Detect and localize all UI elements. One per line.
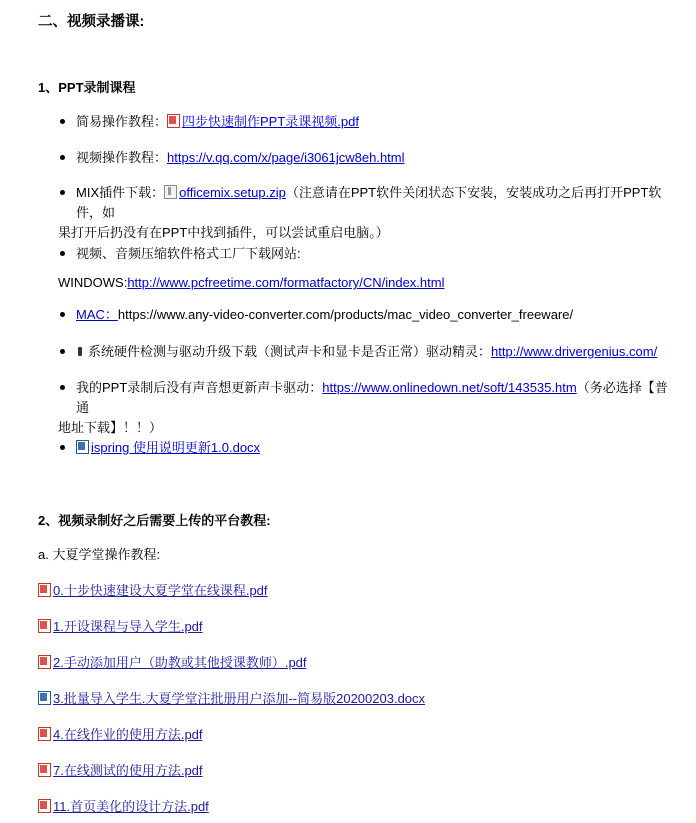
list-item-mac-converter <box>58 305 678 325</box>
pdf-file-icon <box>167 114 180 128</box>
pdf-file-icon <box>38 799 51 813</box>
section-1-list-5 <box>58 305 678 325</box>
file-row-7 <box>38 762 203 780</box>
link-file-3[interactable]: 3.批量导入学生.大夏学堂注批册用户添加--简易版20200203.docx <box>53 691 426 706</box>
mix-note-line1: （注意请在PPT软件关闭状态下安装，安装成功之后再打开PPT软件，如 <box>76 185 662 220</box>
file-row-1 <box>38 618 203 636</box>
link-driver-genius[interactable]: http://www.drivergenius.com/ <box>491 344 658 359</box>
link-file-1[interactable]: 1.开设课程与导入学生.pdf <box>53 619 203 634</box>
link-file-11[interactable]: 11.首页美化的设计方法.pdf <box>53 799 209 814</box>
list-item-ispring-doc <box>58 438 678 458</box>
file-row-4 <box>38 726 203 744</box>
section-1-title: 1、PPT录制课程 <box>38 80 136 95</box>
section-1-list-3 <box>58 183 678 243</box>
link-file-7[interactable]: 7.在线测试的使用方法.pdf <box>53 763 203 778</box>
zip-file-icon <box>164 185 177 199</box>
section-1-list-6 <box>58 342 678 362</box>
doc-file-icon <box>38 691 51 705</box>
link-mac-label[interactable]: MAC： <box>76 307 118 322</box>
list-item-video-tutorial <box>58 148 678 168</box>
doc-file-icon <box>76 440 89 454</box>
section-1-list-2 <box>58 148 678 168</box>
section-1-list <box>58 112 678 132</box>
pdf-file-icon <box>38 655 51 669</box>
pdf-file-icon <box>38 727 51 741</box>
link-officemix-zip[interactable]: officemix.setup.zip <box>179 185 286 200</box>
item-label: 我的PPT录制后没有声音想更新声卡驱动： <box>76 380 323 395</box>
item-label: 视频、音频压缩软件格式工厂下载网站: <box>76 246 301 261</box>
sound-driver-note1: （务必选择【普通 <box>76 380 668 415</box>
file-row-3 <box>38 690 425 708</box>
section-1-list-8 <box>58 438 678 458</box>
item-label: MIX插件下载： <box>76 185 165 200</box>
section-1-list-7 <box>58 378 678 438</box>
item-label: 简易操作教程： <box>76 114 168 129</box>
section-2-subtitle: a. 大夏学堂操作教程: <box>38 547 161 562</box>
link-file-4[interactable]: 4.在线作业的使用方法.pdf <box>53 727 203 742</box>
list-item-format-factory <box>58 244 678 293</box>
pdf-file-icon <box>38 583 51 597</box>
item-label: 视频操作教程： <box>76 150 168 165</box>
file-row-11 <box>38 798 209 816</box>
link-file-2[interactable]: 2.手动添加用户（助教或其他授课教师）.pdf <box>53 655 307 670</box>
section-1-list-4 <box>58 244 678 293</box>
link-file-0[interactable]: 0.十步快速建设大夏学堂在线课程.pdf <box>53 583 268 598</box>
mac-converter-url: https://www.any-video-converter.com/products/mac_video_converter_freeware/ <box>117 307 574 322</box>
list-item-driver-genius <box>58 342 678 362</box>
link-sound-driver[interactable]: https://www.onlinedown.net/soft/143535.htm <box>322 380 577 395</box>
link-ispring-doc[interactable]: ispring 使用说明更新1.0.docx <box>91 440 261 455</box>
list-item-mix-plugin <box>58 183 678 243</box>
windows-prefix: WINDOWS: <box>58 275 128 290</box>
list-item-simple-tutorial <box>58 112 678 132</box>
link-simple-tutorial[interactable]: 四步快速制作PPT录课视频.pdf <box>182 114 359 129</box>
link-video-tutorial[interactable]: https://v.qq.com/x/page/i3061jcw8eh.html <box>167 150 405 165</box>
list-item-sound-driver <box>58 378 678 438</box>
mix-note-line2: 果打开后扔没有在PPT中找到插件，可以尝试重启电脑。） <box>58 225 389 240</box>
sound-icon <box>76 346 86 358</box>
pdf-file-icon <box>38 763 51 777</box>
format-factory-line2 <box>58 273 678 293</box>
sound-driver-note2: 地址下载】！！） <box>58 420 163 435</box>
pdf-file-icon <box>38 619 51 633</box>
link-format-factory[interactable]: http://www.pcfreetime.com/formatfactory/CN/index.html <box>127 275 445 290</box>
page-title: 二、视频录播课: <box>38 14 145 30</box>
file-row-2 <box>38 654 307 672</box>
item-label: 系统硬件检测与驱动升级下载（测试声卡和显卡是否正常）驱动精灵： <box>88 344 492 359</box>
file-row-0 <box>38 582 268 600</box>
section-2-title: 2、视频录制好之后需要上传的平台教程: <box>38 513 271 528</box>
